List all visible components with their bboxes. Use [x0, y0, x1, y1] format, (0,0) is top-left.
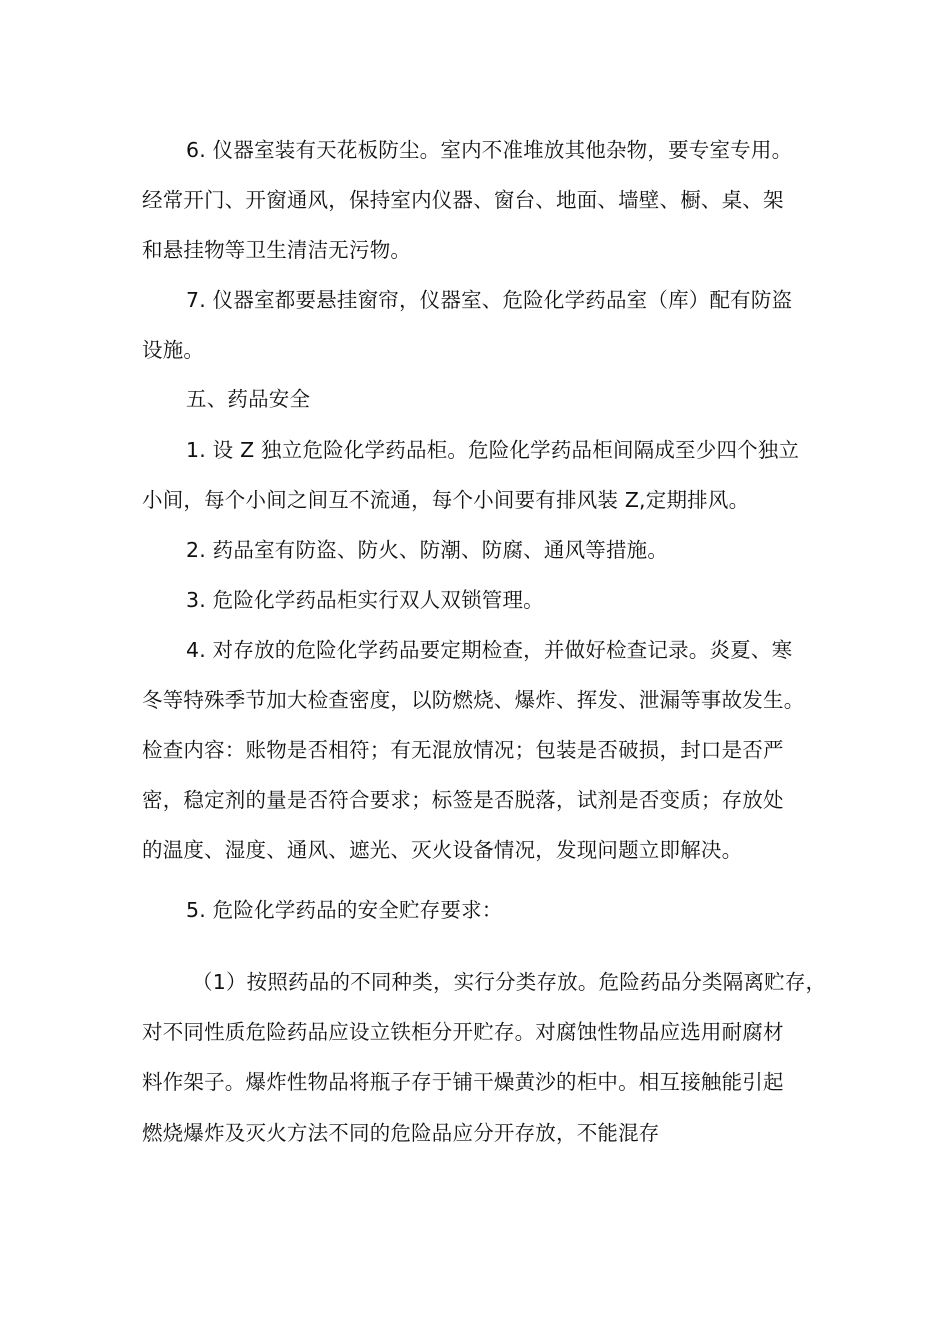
- item-4-line-4: 密，稳定剂的量是否符合要求；标签是否脱落，试剂是否变质；存放处: [142, 788, 784, 812]
- item-1-line-1: 1. 设 Z 独立危险化学药品柜。危险化学药品柜间隔成至少四个独立: [186, 438, 800, 462]
- item-5-line-1: 5. 危险化学药品的安全贮存要求：: [186, 898, 503, 922]
- item-4-line-3: 检查内容：账物是否相符；有无混放情况；包装是否破损，封口是否严: [142, 738, 784, 762]
- item-3-line-1: 3. 危险化学药品柜实行双人双锁管理。: [186, 588, 544, 612]
- item-4-line-5: 的温度、湿度、通风、遮光、灭火设备情况，发现问题立即解决。: [142, 838, 743, 862]
- paragraph-6-line-2: 经常开门、开窗通风，保持室内仪器、窗台、地面、墙壁、橱、桌、架: [142, 188, 784, 212]
- subitem-1-line-4: 燃烧爆炸及灭火方法不同的危险品应分开存放，不能混存: [142, 1121, 660, 1145]
- paragraph-7-line-1: 7. 仪器室都要悬挂窗帘，仪器室、危险化学药品室（库）配有防盗: [186, 288, 793, 312]
- item-2-line-1: 2. 药品室有防盗、防火、防潮、防腐、通风等措施。: [186, 538, 669, 562]
- paragraph-6-line-3: 和悬挂物等卫生清洁无污物。: [142, 238, 412, 262]
- paragraph-7-line-2: 设施。: [142, 338, 205, 362]
- subitem-1-line-2: 对不同性质危险药品应设立铁柜分开贮存。对腐蚀性物品应选用耐腐材: [142, 1020, 784, 1044]
- subitem-1-line-3: 料作架子。爆炸性物品将瓶子存于铺干燥黄沙的柜中。相互接触能引起: [142, 1070, 784, 1094]
- paragraph-6-line-1: 6. 仪器室装有天花板防尘。室内不准堆放其他杂物，要专室专用。: [186, 138, 793, 162]
- section-heading: 五、药品安全: [186, 387, 311, 411]
- subitem-1-line-1: （1）按照药品的不同种类，实行分类存放。危险药品分类隔离贮存，: [192, 970, 827, 994]
- item-4-line-2: 冬等特殊季节加大检查密度，以防燃烧、爆炸、挥发、泄漏等事故发生。: [142, 688, 805, 712]
- item-1-line-2: 小间，每个小间之间互不流通，每个小间要有排风装 Z,定期排风。: [142, 488, 750, 512]
- item-4-line-1: 4. 对存放的危险化学药品要定期检查，并做好检查记录。炎夏、寒: [186, 638, 793, 662]
